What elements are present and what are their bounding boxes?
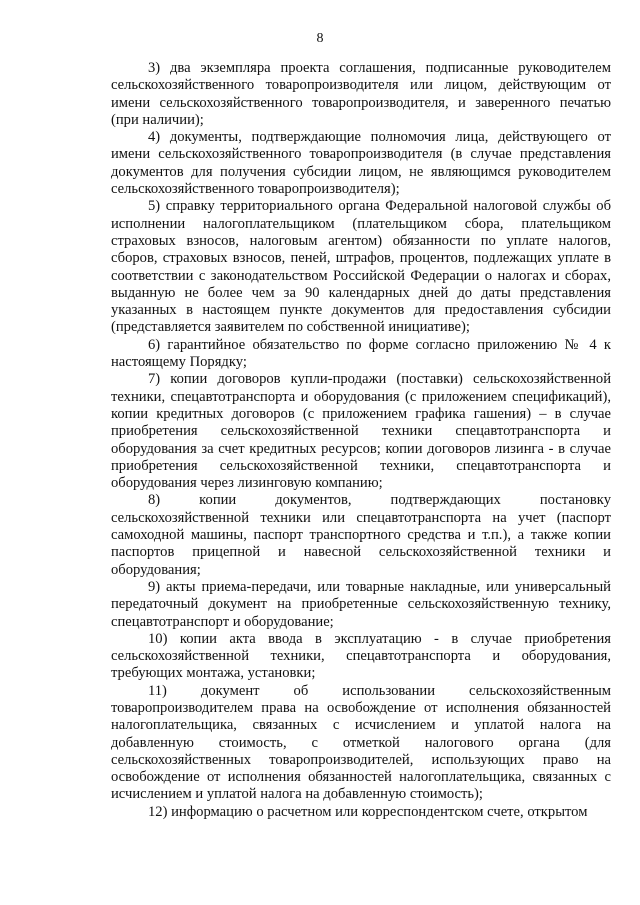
list-item: 11) документ об использовании сельскохозяйственным товаропроизводителем права на освобождение от исполнения обязанностей налогоплательщика, связанных с исчислением и уплатой налога на добавленную стоимость, с отметкой налогового органа (для сельскохозяйственных товаропроизводителей, использующих право на освобождение от исполнения обязанностей налогоплательщика, связанных с исчислением и уплатой налога на добавленную стоимость); <box>111 682 611 803</box>
document-body <box>111 60 611 821</box>
list-item: 12) информацию о расчетном или корреспондентском счете, открытом <box>148 803 588 820</box>
list-item: 6) гарантийное обязательство по форме согласно приложению № 4 к настоящему Порядку; <box>111 336 611 371</box>
list-item: 5) справку территориального органа Федеральной налоговой службы об исполнении налогоплательщиком (плательщиком сбора, плательщиком страховых взносов, налоговым агентом) обязанности по уплате налогов, сборов, страховых взносов, пеней, штрафов, процентов, подлежащих уплате в соответствии с законодательством Российской Федерации о налогах и сборах, выданную не более чем за 90 календарных дней до даты представления указанных в настоящем пункте документов для предоставления субсидии (представляется заявителем по собственной инициативе); <box>111 198 611 336</box>
list-item: 3) два экземпляра проекта соглашения, подписанные руководителем сельскохозяйственного товаропроизводителя или лицом, действующим от имени сельскохозяйственного товаропроизводителя, и заверенного печатью (при наличии); <box>111 60 611 128</box>
list-item: 9) акты приема-передачи, или товарные накладные, или универсальный передаточный документ на приобретенные сельскохозяйственную технику, спецавтотранспорт и оборудование; <box>111 578 611 630</box>
list-item: 10) копии акта ввода в эксплуатацию - в случае приобретения сельскохозяйственной техники, спецавтотранспорта и оборудования, требующих монтажа, установки; <box>111 630 611 682</box>
list-item: 8) копии документов, подтверждающих постановку сельскохозяйственной техники или спецавтотранспорта на учет (паспорт самоходной машины, паспорт транспортного средства и т.п.), а также копии паспортов прицепной и навесной сельскохозяйственной техники и оборудования; <box>111 492 611 578</box>
list-item: 4) документы, подтверждающие полномочия лица, действующего от имени сельскохозяйственного товаропроизводителя (в случае представления документов для получения субсидии лицом, не являющимся руководителем сельскохозяйственного товаропроизводителя); <box>111 129 611 198</box>
page-number: 8 <box>316 31 324 46</box>
list-item: 7) копии договоров купли-продажи (поставки) сельскохозяйственной техники, спецавтотранспорта и оборудования (с приложением спецификаций), копии кредитных договоров (с приложением графика гашения) – в случае приобретения сельскохозяйственной техники спецавтотранспорта и оборудования за счет кредитных ресурсов; копии договоров лизинга - в случае приобретения сельскохозяйственной техники, спецавтотранспорта и оборудования через лизинговую компанию; <box>111 371 611 492</box>
